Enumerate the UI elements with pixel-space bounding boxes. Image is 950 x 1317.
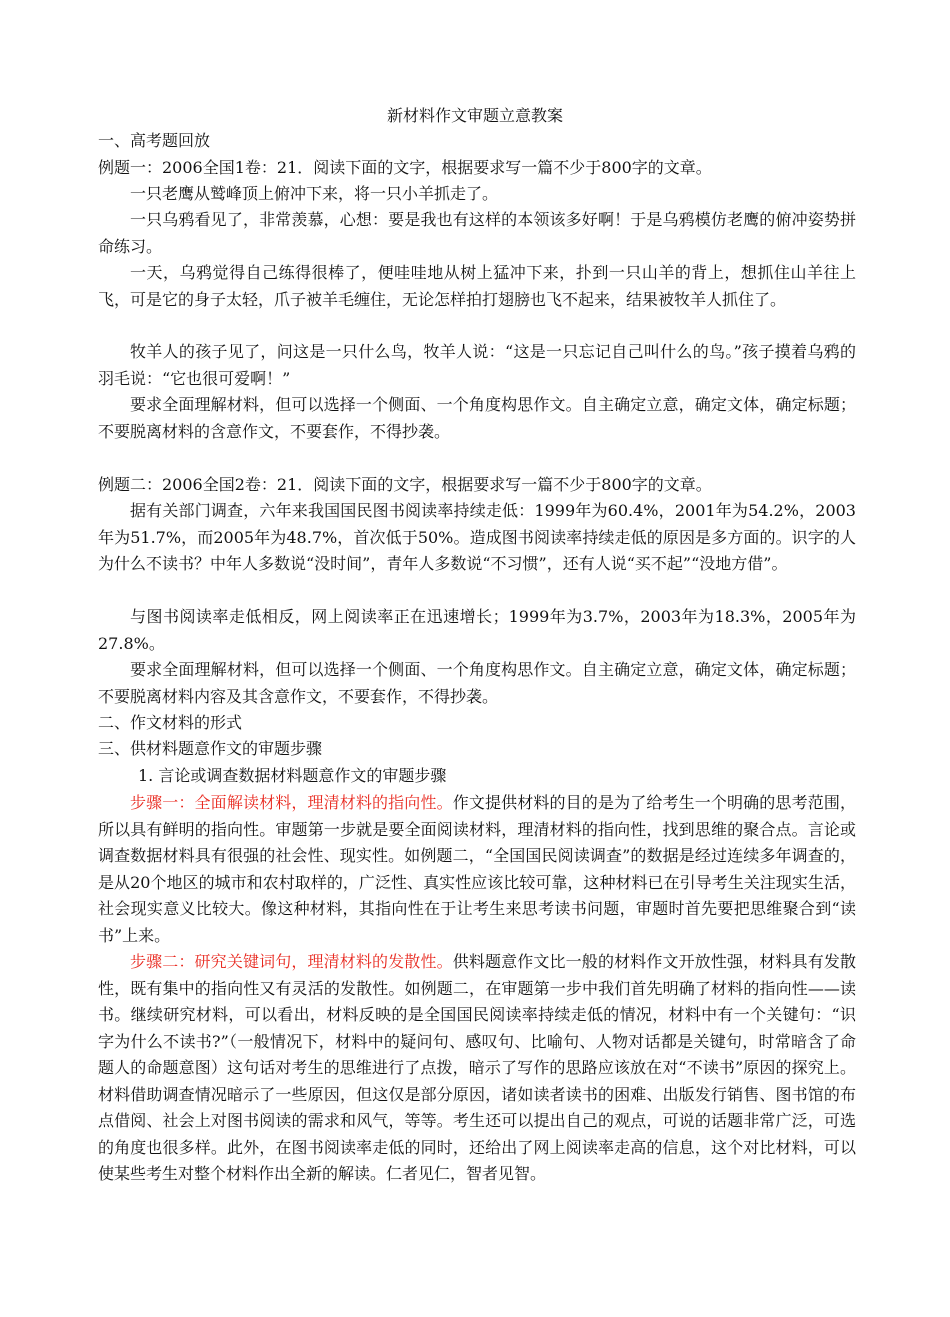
step-1-body: 作文提供材料的目的是为了给考生一个明确的思考范围，所以具有鲜明的指向性。审题第一步就是要全面阅读材料，理清材料的指向性，找到思维的聚合点。言论或调查数据材料具有很强的社会性、现实性。如例题二，“全国国民阅读调查”的数据是经过连续多年调查的，是从20个地区的城市和农村取样的，广泛性、真实性应该比较可靠，这种材料已在引导考生关注现实生活，社会现实意义比较大。像这种材料，其指向性在于让考生来思考读书问题，审题时首先要把思维聚合到“读书”上来。: [98, 793, 856, 945]
step-2-paragraph: [98, 949, 856, 1188]
subsection-heading: 1. 言论或调查数据材料题意作文的审题步骤: [138, 766, 447, 785]
example-1-header: 例题一：2006全国1卷：21．阅读下面的文字，根据要求写一篇不少于800字的文章。: [98, 158, 712, 177]
step-1-label: 步骤一：全面解读材料，理清材料的指向性。: [130, 793, 453, 812]
section-heading-1: 一、高考题回放: [98, 131, 211, 150]
step-2-body: 供料题意作文比一般的材料作文开放性强，材料具有发散性，既有集中的指向性又有灵活的发散性。如例题二，在审题第一步中我们首先明确了材料的指向性——读书。继续研究材料，可以看出，材料反映的是全国国民阅读率持续走低的情况，材料中有一个关键句：“识字为什么不读书?”（一般情况下，材料中的疑问句、感叹句、比喻句、人物对话都是关键句，时常暗含了命题人的命题意图）这句话对考生的思维进行了点拨，暗示了写作的思路应该放在对“不读书”原因的探究上。材料借助调查情况暗示了一些原因，但这仅是部分原因，诸如读者读书的困难、出版发行销售、图书馆的布点借阅、社会上对图书阅读的需求和风气，等等。考生还可以提出自己的观点，可说的话题非常广泛，可选的角度也很多样。此外，在图书阅读率走低的同时，还给出了网上阅读率走高的信息，这个对比材料，可以使某些考生对整个材料作出全新的解读。仁者见仁，智者见智。: [98, 952, 856, 1183]
example-2-paragraph: 据有关部门调查，六年来我国国民图书阅读率持续走低：1999年为60.4%，2001年为54.2%，2003年为51.7%，而2005年为48.7%，首次低于50%。造成图书阅读率持续走低的原因是多方面的。识字的人为什么不读书？中年人多数说“没时间”，青年人多数说“不习惯”，还有人说“买不起”“没地方借”。: [98, 501, 856, 573]
example-1-paragraph: 一只乌鸦看见了，非常羡慕，心想：要是我也有这样的本领该多好啊！于是乌鸦模仿老鹰的俯冲姿势拼命练习。: [98, 210, 856, 256]
step-2-label: 步骤二：研究关键词句，理清材料的发散性。: [130, 952, 453, 971]
example-2-header: 例题二：2006全国2卷：21．阅读下面的文字，根据要求写一篇不少于800字的文章。: [98, 475, 712, 494]
section-heading-2: 二、作文材料的形式: [98, 713, 243, 732]
example-1-requirements: 要求全面理解材料，但可以选择一个侧面、一个角度构思作文。自主确定立意，确定文体，确定标题；不要脱离材料的含意作文，不要套作，不得抄袭。: [98, 395, 856, 441]
section-heading-3: 三、供材料题意作文的审题步骤: [98, 739, 323, 758]
step-1-paragraph: [98, 790, 856, 949]
example-2-requirements: 要求全面理解材料，但可以选择一个侧面、一个角度构思作文。自主确定立意，确定文体，确定标题；不要脱离材料内容及其含意作文，不要套作，不得抄袭。: [98, 660, 856, 706]
example-2-paragraph: 与图书阅读率走低相反，网上阅读率正在迅速增长；1999年为3.7%，2003年为18.3%，2005年为27.8%。: [98, 607, 856, 653]
document-title: 新材料作文审题立意教案: [386, 106, 563, 125]
example-1-paragraph: 一只老鹰从鹫峰顶上俯冲下来，将一只小羊抓走了。: [130, 184, 499, 203]
example-1-paragraph: 一天，乌鸦觉得自己练得很棒了，便哇哇地从树上猛冲下来，扑到一只山羊的背上，想抓住山羊往上飞，可是它的身子太轻，爪子被羊毛缠住，无论怎样拍打翅膀也飞不起来，结果被牧羊人抓住了。: [98, 263, 856, 309]
example-1-paragraph: 牧羊人的孩子见了，问这是一只什么鸟，牧羊人说：“这是一只忘记自己叫什么的鸟。”孩子摸着乌鸦的羽毛说：“它也很可爱啊！”: [98, 342, 856, 388]
